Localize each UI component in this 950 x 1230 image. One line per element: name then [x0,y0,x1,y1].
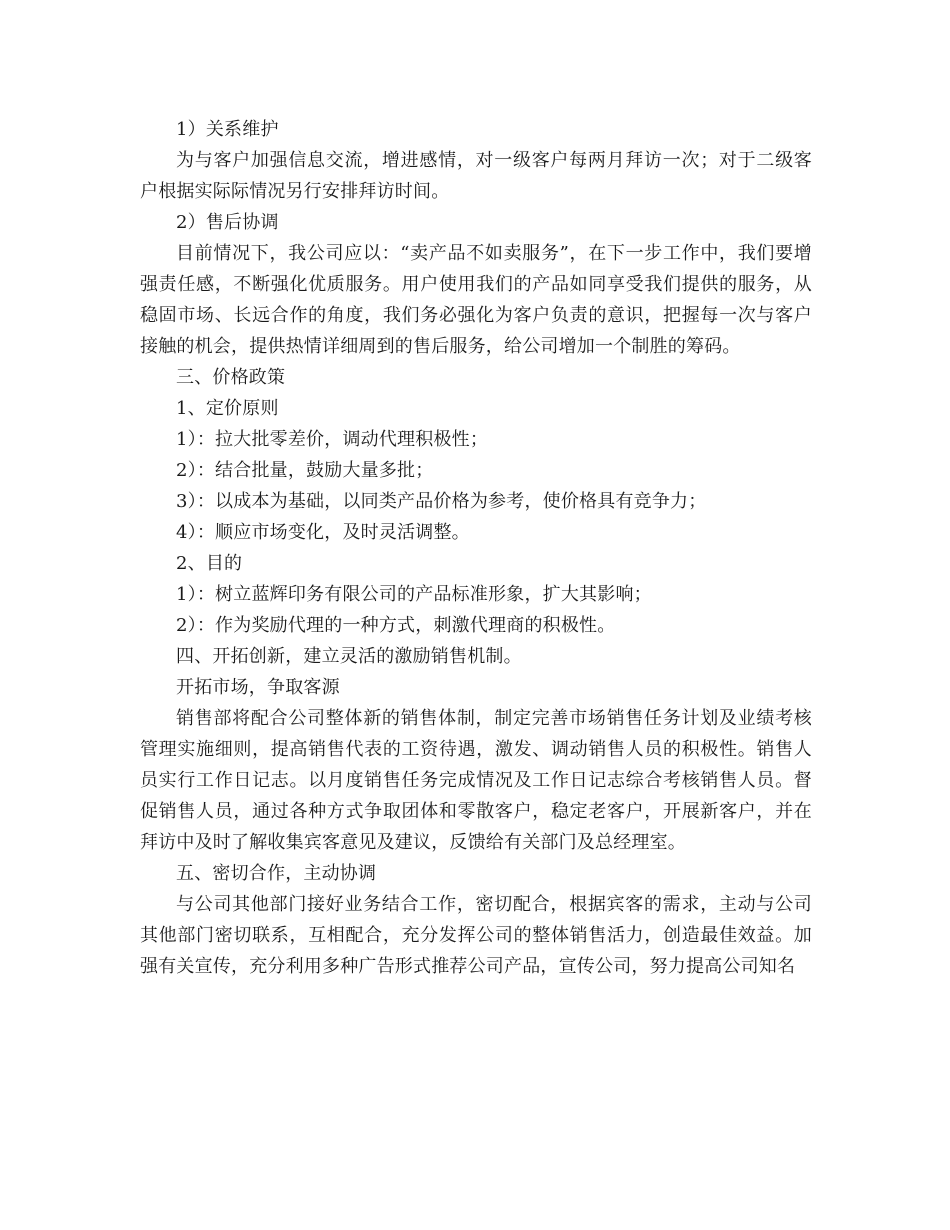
document-body [140,114,812,982]
section-heading-price-policy: 三、价格政策 [176,367,286,388]
subheading-relationship-maintenance: 1）关系维护 [176,119,279,140]
paragraph-sales-department: 销售部将配合公司整体新的销售体制，制定完善市场销售任务计划及业绩考核管理实施细则，提高销售代表的工资待遇，激发、调动销售人员的积极性。销售人员实行工作日记志。以月度销售任务完成情况及工作日记志综合考核销售人员。督促销售人员，通过各种方式争取团体和零散客户，稳定老客户，开展新客户，并在拜访中及时了解收集宾客意见及建议，反馈给有关部门及总经理室。 [140,708,812,853]
list-item-pricing-4: 4）：顺应市场变化，及时灵活调整。 [176,522,470,543]
subheading-pricing-principles: 1、定价原则 [176,398,279,419]
subheading-after-sales: 2）售后协调 [176,212,279,233]
subheading-market-expansion: 开拓市场，争取客源 [176,677,340,698]
paragraph-after-sales-service: 目前情况下，我公司应以：“卖产品不如卖服务”，在下一步工作中，我们要增强责任感，不断强化优质服务。用户使用我们的产品如同享受我们提供的服务，从稳固市场、长远合作的角度，我们务必强化为客户负责的意识，把握每一次与客户接触的机会，提供热情详细周到的售后服务，给公司增加一个制胜的筹码。 [140,243,812,357]
section-heading-innovation: 四、开拓创新，建立灵活的激励销售机制。 [176,646,522,667]
list-item-pricing-3: 3）：以成本为基础，以同类产品价格为参考，使价格具有竞争力； [176,491,707,512]
subheading-purpose: 2、目的 [176,553,243,574]
list-item-purpose-2: 2）：作为奖励代理的一种方式，刺激代理商的积极性。 [176,615,616,636]
list-item-purpose-1: 1）：树立蓝辉印务有限公司的产品标准形象，扩大其影响； [176,584,652,605]
paragraph-client-visits: 为与客户加强信息交流，增进感情，对一级客户每两月拜访一次；对于二级客户根据实际际情况另行安排拜访时间。 [140,150,812,202]
paragraph-cooperation: 与公司其他部门接好业务结合工作，密切配合，根据宾客的需求，主动与公司其他部门密切联系，互相配合，充分发挥公司的整体销售活力，创造最佳效益。加强有关宣传，充分利用多种广告形式推荐公司产品，宣传公司，努力提高公司知名 [140,894,812,977]
list-item-pricing-1: 1）：拉大批零差价，调动代理积极性； [176,429,489,450]
list-item-pricing-2: 2）：结合批量，鼓励大量多批； [176,460,434,481]
section-heading-cooperation: 五、密切合作，主动协调 [176,863,377,884]
